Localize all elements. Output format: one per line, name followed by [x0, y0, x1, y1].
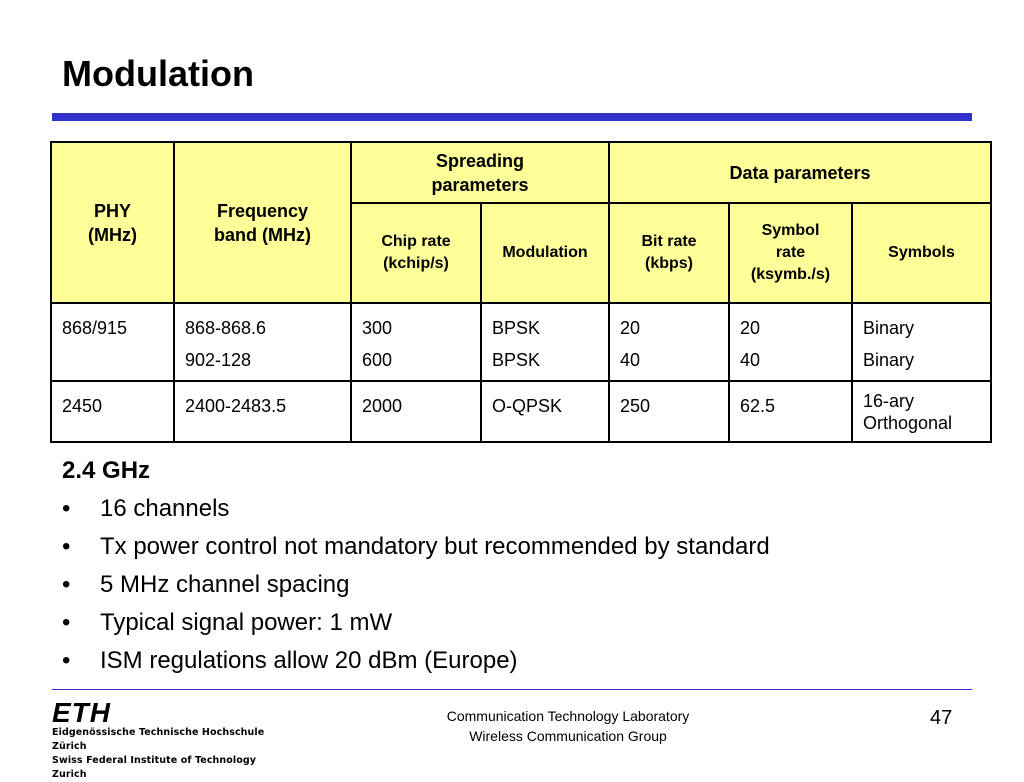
cell-line: 868-868.6: [185, 318, 267, 338]
cell-symbols: [852, 381, 991, 442]
bullet-item: [62, 642, 770, 680]
cell-frequency-band: 2400-2483.5: [174, 381, 351, 442]
bullet-icon: •: [62, 495, 71, 522]
cell-line: 40: [740, 350, 761, 370]
header-frequency-band: Frequency band (MHz): [174, 142, 351, 303]
bullet-text: 16 channels: [100, 495, 230, 522]
footer-group: Wireless Communication Group: [469, 728, 667, 744]
slide-title: Modulation: [62, 53, 254, 94]
header-bit-rate: Bit rate (kbps): [609, 203, 729, 303]
bullet-text: ISM regulations allow 20 dBm (Europe): [100, 647, 518, 674]
bullet-icon: •: [62, 647, 71, 674]
bullet-item: [62, 528, 770, 566]
cell-symbol-rate: 62.5: [729, 381, 852, 442]
cell-bit-rate: 250: [609, 381, 729, 442]
cell-chip-rate: [351, 303, 481, 381]
modulation-table: [50, 141, 992, 443]
table-row: [51, 381, 991, 442]
page-number: 47: [930, 707, 953, 729]
cell-line: BPSK: [492, 318, 541, 338]
bullet-text: 5 MHz channel spacing: [100, 571, 350, 598]
cell-line: 600: [362, 350, 393, 370]
eth-logo-line-de: Eidgenössische Technische Hochschule Zürich: [52, 727, 265, 752]
eth-logo-mark: ETH: [52, 697, 111, 728]
cell-frequency-band: [174, 303, 351, 381]
cell-chip-rate: 2000: [351, 381, 481, 442]
cell-modulation: [481, 303, 609, 381]
cell-line: 20: [620, 318, 641, 338]
cell-line: 40: [620, 350, 641, 370]
cell-bit-rate: [609, 303, 729, 381]
header-modulation: Modulation: [481, 203, 609, 303]
cell-symbol-rate: [729, 303, 852, 381]
cell-phy: 2450: [51, 381, 174, 442]
cell-line: BPSK: [492, 350, 541, 370]
header-phy: PHY (MHz): [51, 142, 174, 303]
bullet-item: [62, 604, 770, 642]
notes-heading: 2.4 GHz: [62, 457, 151, 484]
header-spreading-parameters: Spreading parameters: [351, 142, 609, 203]
bullet-text: Typical signal power: 1 mW: [100, 609, 393, 636]
cell-line: 20: [740, 318, 761, 338]
cell-line: 902-128: [185, 350, 252, 370]
bullet-item: [62, 490, 770, 528]
notes-block: [62, 452, 770, 680]
cell-symbols: [852, 303, 991, 381]
bullet-icon: •: [62, 609, 71, 636]
bullet-item: [62, 566, 770, 604]
eth-logo: [52, 697, 292, 780]
header-symbols: Symbols: [852, 203, 991, 303]
bullet-text: Tx power control not mandatory but recommended by standard: [100, 533, 770, 560]
header-chip-rate: Chip rate (kchip/s): [351, 203, 481, 303]
cell-line: Binary: [863, 350, 915, 370]
bullet-icon: •: [62, 571, 71, 598]
footer-affiliation: [380, 706, 756, 746]
cell-modulation: O-QPSK: [481, 381, 609, 442]
bullet-icon: •: [62, 533, 71, 560]
header-symbol-rate: Symbol rate (ksymb./s): [729, 203, 852, 303]
cell-line: Orthogonal: [863, 413, 953, 433]
cell-line: Binary: [863, 318, 915, 338]
footer-lab: Communication Technology Laboratory: [446, 708, 690, 724]
title-divider: [52, 113, 972, 121]
cell-line: 16-ary: [863, 391, 915, 411]
footer-divider: [52, 689, 972, 690]
header-data-parameters: Data parameters: [609, 142, 991, 203]
cell-line: 300: [362, 318, 393, 338]
table-row: [51, 303, 991, 381]
eth-logo-line-en: Swiss Federal Institute of Technology Zurich: [52, 755, 257, 780]
cell-phy: 868/915: [51, 303, 174, 381]
